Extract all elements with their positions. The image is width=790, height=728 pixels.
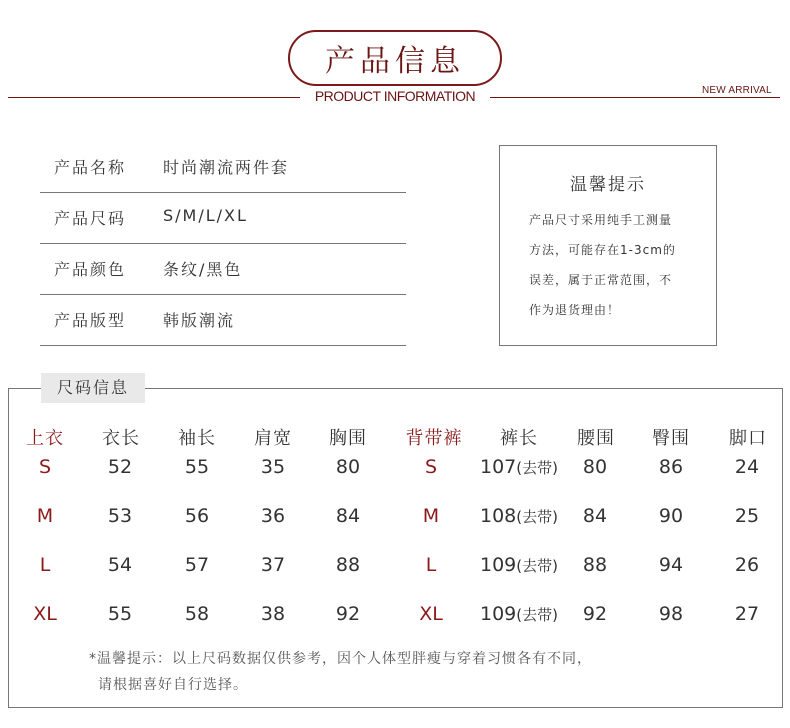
size-label: M	[36, 505, 54, 527]
tip-line: 作为退货理由！	[529, 303, 621, 317]
top-length-cell: 55	[107, 603, 133, 625]
size-label: XL	[33, 603, 57, 625]
tip-line: 产品尺寸采用纯手工测量	[529, 213, 673, 227]
hem-cell: 27	[734, 603, 760, 625]
info-value: 条纹/黑色	[163, 260, 243, 279]
header-rule-right	[490, 97, 780, 98]
hip-cell: 90	[658, 505, 684, 527]
top-length-cell: 54	[107, 554, 133, 576]
sleeve-cell: 55	[184, 456, 210, 478]
pant-length-note: (去带)	[516, 459, 558, 477]
tip-title: 温馨提示	[570, 175, 646, 195]
header-chest: 胸围	[329, 428, 367, 449]
header-hem: 脚口	[729, 428, 767, 449]
new-arrival-label: NEW ARRIVAL	[702, 85, 772, 96]
tip-line: 误差，属于正常范围，不	[529, 273, 673, 287]
info-value: 时尚潮流两件套	[163, 158, 290, 177]
info-row-fit	[40, 294, 406, 346]
info-key: 产品名称	[54, 158, 127, 177]
size-note-line-1: *温馨提示：以上尺码数据仅供参考，因个人体型胖瘦与穿着习惯各有不同，	[89, 651, 592, 667]
top-length-cell: 52	[107, 456, 133, 478]
hem-cell: 24	[734, 456, 760, 478]
pant-size-label: L	[425, 554, 437, 576]
hem-cell: 25	[734, 505, 760, 527]
shoulder-cell: 37	[260, 554, 286, 576]
pant-length-note: (去带)	[516, 557, 558, 575]
tip-box	[499, 145, 717, 346]
chest-cell: 84	[335, 505, 361, 527]
pant-size-label: S	[424, 456, 438, 478]
hip-cell: 86	[658, 456, 684, 478]
size-label: L	[39, 554, 51, 576]
info-key: 产品颜色	[54, 260, 127, 279]
header-shoulder: 肩宽	[254, 428, 292, 449]
info-row-name	[40, 141, 406, 193]
waist-cell: 84	[582, 505, 608, 527]
pant-size-label: M	[422, 505, 440, 527]
pant-length-value: 109	[480, 603, 517, 625]
info-key: 产品尺码	[54, 209, 127, 228]
hip-cell: 94	[658, 554, 684, 576]
header-overalls: 背带裤	[405, 428, 463, 449]
info-key: 产品版型	[54, 311, 127, 330]
pant-size-label: XL	[419, 603, 443, 625]
shoulder-cell: 35	[260, 456, 286, 478]
info-value: S/M/L/XL	[163, 206, 248, 225]
header-hip: 臀围	[652, 428, 690, 449]
pant-length-value: 107	[480, 456, 517, 478]
hem-cell: 26	[734, 554, 760, 576]
tip-line: 方法，可能存在1-3cm的	[529, 243, 676, 257]
size-section-tag: 尺码信息	[41, 373, 145, 403]
size-note-line-2: 请根据喜好自行选择。	[98, 677, 248, 693]
sleeve-cell: 56	[184, 505, 210, 527]
waist-cell: 88	[582, 554, 608, 576]
info-row-color	[40, 243, 406, 295]
pant-length-value: 108	[480, 505, 517, 527]
header-top-length: 衣长	[102, 428, 140, 449]
header-top: 上衣	[26, 428, 64, 449]
info-value: 韩版潮流	[163, 311, 236, 330]
pant-length-note: (去带)	[516, 606, 558, 624]
chest-cell: 92	[335, 603, 361, 625]
header-sleeve: 袖长	[178, 428, 216, 449]
header-pant-length: 裤长	[500, 428, 538, 449]
waist-cell: 80	[582, 456, 608, 478]
sleeve-cell: 58	[184, 603, 210, 625]
size-label: S	[38, 456, 52, 478]
shoulder-cell: 38	[260, 603, 286, 625]
top-length-cell: 53	[107, 505, 133, 527]
pant-length-value: 109	[480, 554, 517, 576]
pant-length-note: (去带)	[516, 508, 558, 526]
shoulder-cell: 36	[260, 505, 286, 527]
chest-cell: 88	[335, 554, 361, 576]
chest-cell: 80	[335, 456, 361, 478]
sleeve-cell: 57	[184, 554, 210, 576]
info-row-size	[40, 192, 406, 244]
waist-cell: 92	[582, 603, 608, 625]
page-title: 产品信息	[288, 30, 502, 86]
header-rule-left	[8, 97, 300, 98]
header-waist: 腰围	[577, 428, 615, 449]
page-subtitle: PRODUCT INFORMATION	[314, 88, 476, 104]
hip-cell: 98	[658, 603, 684, 625]
